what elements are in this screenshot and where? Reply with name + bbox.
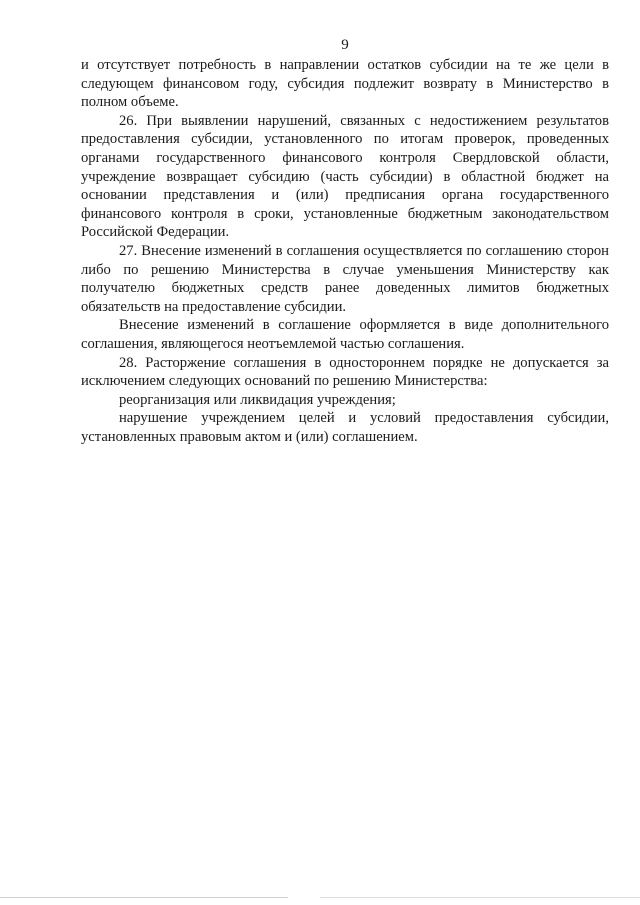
paragraph-ground-violation: нарушение учреждением целей и условий предоставления субсидии, установленных правовым актом и (или) соглашением. xyxy=(81,410,609,445)
paragraph-item-27: 27. Внесение изменений в соглашения осуществляется по соглашению сторон либо по решению Министерства в случае уменьшения Министерству как получателю бюджетных средств ранее доведенных лимитов бюджетных обязательств на предоставление субсидии. xyxy=(81,242,609,315)
paragraph-item-28: 28. Расторжение соглашения в одностороннем порядке не допускается за исключением следующих оснований по решению Министерства: xyxy=(81,354,609,390)
paragraph-amendment-form: Внесение изменений в соглашение оформляется в виде дополнительного соглашения, являющегося неотъемлемой частью соглашения. xyxy=(81,317,609,352)
page-number: 9 xyxy=(341,37,349,53)
paragraph-item-26: 26. При выявлении нарушений, связанных с недостижением результатов предоставления субсидии, установленного по итогам проверок, проведенных органами государственного финансового контроля Свердловской области, учреждение возвращает субсидию (часть субсидии) в областной бюджет на основании представления и (или) предписания органа государственного финансового контроля в сроки, установленные бюджетным законодательством Российской Федерации. xyxy=(81,112,609,241)
footer-rule xyxy=(0,897,640,898)
document-page xyxy=(81,36,609,446)
paragraph-ground-reorganization: реорганизация или ликвидация учреждения; xyxy=(119,391,396,408)
paragraph-continuation: и отсутствует потребность в направлении остатков субсидии на те же цели в следующем финансовом году, субсидия подлежит возврату в Министерство в полном объеме. xyxy=(81,57,609,111)
